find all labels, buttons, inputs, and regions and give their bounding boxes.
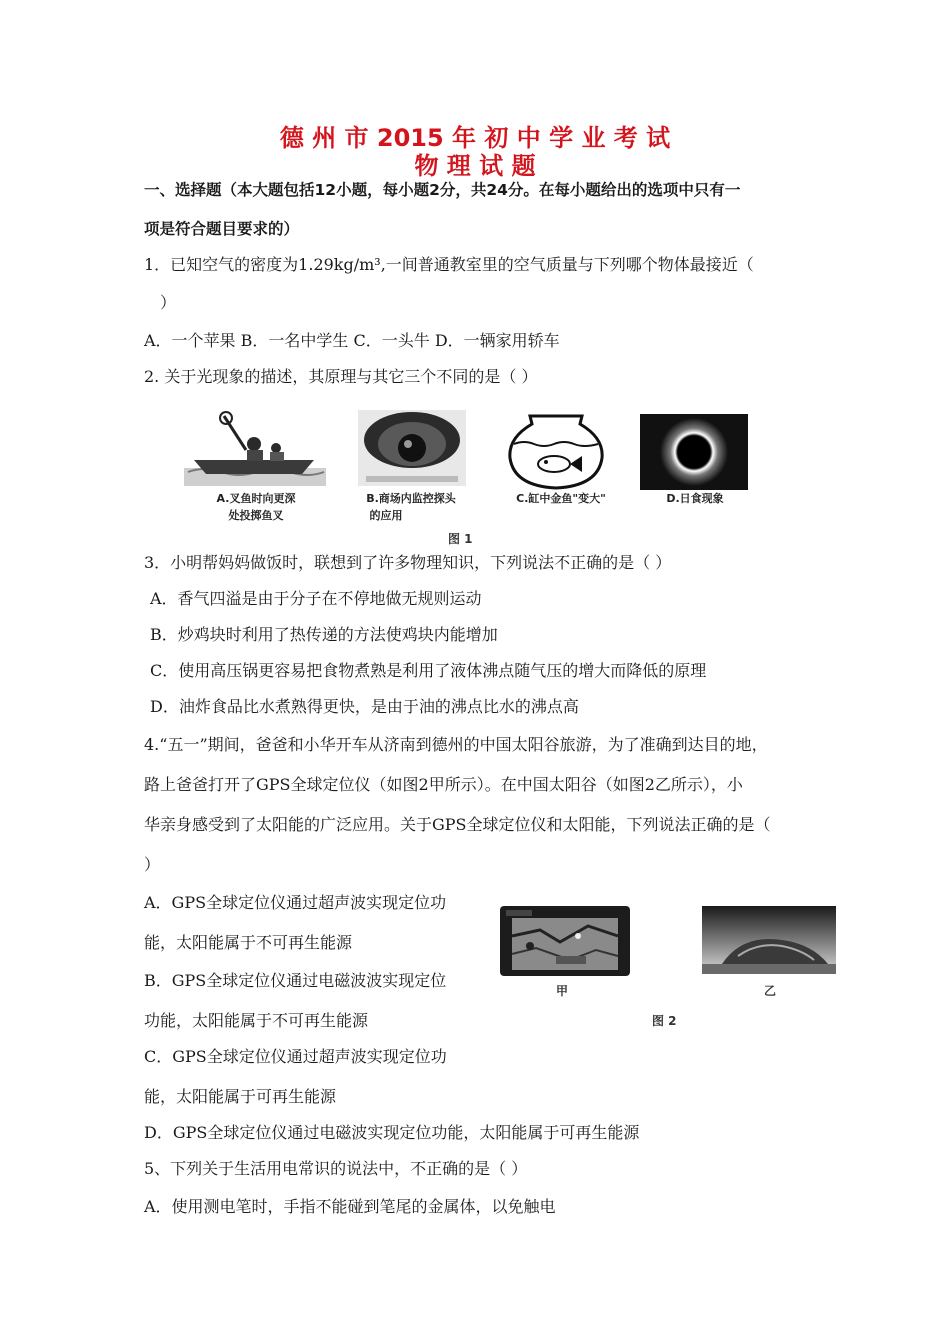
figure2-label: 图 2: [652, 1014, 677, 1028]
section-heading-line2: 项是符合题目要求的）: [144, 220, 300, 238]
fishbowl-picture: [506, 408, 606, 490]
q3-option-a: A．香气四溢是由于分子在不停地做无规则运动: [150, 589, 482, 608]
q4-option-b-line2: 功能，太阳能属于不可再生能源: [144, 1011, 369, 1030]
figure1-caption-a-line1: A.叉鱼时向更深: [216, 492, 296, 505]
q3-option-d: D．油炸食品比水煮熟得更快，是由于油的沸点比水的沸点高: [150, 697, 579, 716]
q4-option-c-line1: C．GPS全球定位仪通过超声波实现定位功: [144, 1047, 447, 1066]
q3-option-b: B．炒鸡块时利用了热传递的方法使鸡块内能增加: [150, 625, 498, 644]
figure2-left-label: 甲: [556, 984, 569, 998]
figure1-label: 图 1: [448, 532, 473, 546]
q4-option-a-line2: 能，太阳能属于不可再生能源: [144, 933, 353, 952]
page-title: 德 州 市 2015 年 初 中 学 业 考 试: [279, 124, 671, 152]
figure1-caption-d: D.日食现象: [666, 492, 724, 505]
q3-option-c: C．使用高压锅更容易把食物煮熟是利用了液体沸点随气压的增大而降低的原理: [150, 661, 707, 680]
q2-text: 2. 关于光现象的描述，其原理与其它三个不同的是（ ）: [144, 367, 538, 386]
fishing-boat-picture: [184, 410, 326, 486]
q4-option-a-line1: A．GPS全球定位仪通过超声波实现定位功: [144, 893, 447, 912]
q4-text-line4: ）: [144, 855, 161, 874]
q1-text-line2: ）: [160, 293, 177, 312]
q4-text-line3: 华亲身感受到了太阳能的广泛应用。关于GPS全球定位仪和太阳能，下列说法正确的是（: [144, 815, 771, 834]
section-heading-line1: 一、选择题（本大题包括12小题，每小题2分，共24分。在每小题给出的选项中只有一: [144, 181, 741, 199]
solar-valley-picture: [702, 906, 836, 974]
q1-text-line1: 1．已知空气的密度为1.29kg/m³,一间普通教室里的空气质量与下列哪个物体最接近（: [144, 255, 754, 274]
figure1-caption-a-line2: 处投掷鱼叉: [228, 509, 284, 522]
q4-text-line1: 4.“五一”期间，爸爸和小华开车从济南到德州的中国太阳谷旅游，为了准确到达目的地，: [144, 735, 768, 754]
figure1-caption-c: C.缸中金鱼"变大": [516, 492, 606, 505]
gps-device-picture: [500, 906, 630, 976]
q4-option-d: D．GPS全球定位仪通过电磁波实现定位功能，太阳能属于可再生能源: [144, 1123, 640, 1142]
figure1-caption-b-line2: 的应用: [369, 509, 403, 522]
figure2-right-label: 乙: [764, 984, 777, 998]
q4-text-line2: 路上爸爸打开了GPS全球定位仪（如图2甲所示）。在中国太阳谷（如图2乙所示），小: [144, 775, 743, 794]
eclipse-icon: [640, 414, 748, 490]
fishbowl-icon: [506, 408, 606, 490]
solar-building-icon: [702, 906, 836, 974]
fishing-boat-icon: [184, 410, 326, 486]
q1-options: A．一个苹果 B．一名中学生 C．一头牛 D．一辆家用轿车: [144, 331, 560, 350]
camera-picture: [358, 410, 466, 486]
q3-text: 3．小明帮妈妈做饭时，联想到了许多物理知识，下列说法不正确的是（ ）: [144, 553, 672, 572]
q5-option-a: A．使用测电笔时，手指不能碰到笔尾的金属体，以免触电: [144, 1197, 556, 1216]
gps-device-icon: [500, 906, 630, 976]
page-subtitle: 物 理 试 题: [414, 152, 536, 180]
q4-option-b-line1: B．GPS全球定位仪通过电磁波波实现定位: [144, 971, 447, 990]
eclipse-picture: [640, 414, 748, 490]
q5-text: 5、下列关于生活用电常识的说法中，不正确的是（ ）: [144, 1159, 528, 1178]
camera-icon: [358, 410, 466, 486]
figure1-caption-b-line1: B.商场内监控探头: [366, 492, 456, 505]
q4-option-c-line2: 能，太阳能属于可再生能源: [144, 1087, 337, 1106]
